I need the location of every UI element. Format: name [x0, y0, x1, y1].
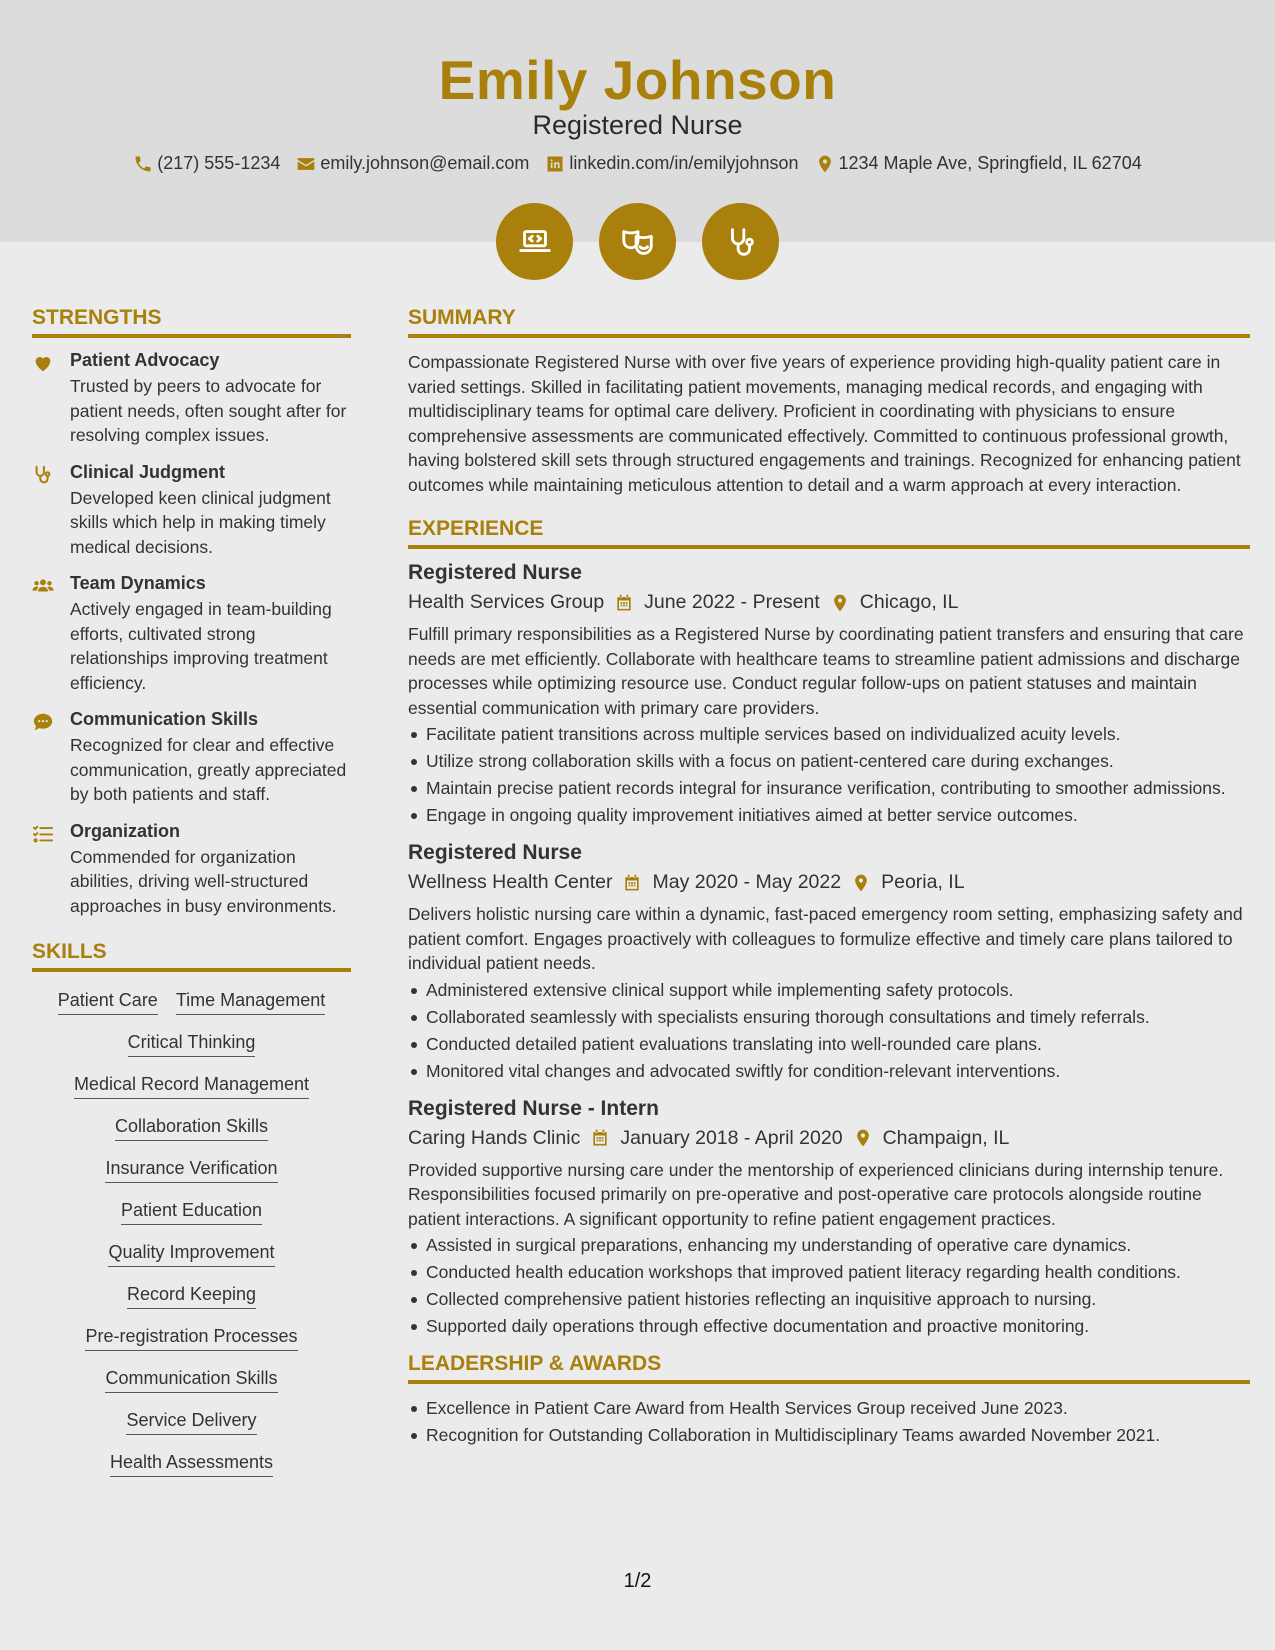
phone-icon [133, 154, 153, 174]
job-bullet: Utilize strong collaboration skills with a focus on patient-centered care during exchanges. [408, 749, 1250, 773]
strength-item [32, 709, 351, 807]
job-bullets [408, 978, 1250, 1083]
job-meta [408, 591, 1250, 614]
job-bullet: Conducted health education workshops that improved patient literacy regarding health conditions. [408, 1260, 1250, 1284]
skill-tag: Record Keeping [127, 1284, 256, 1309]
job-dates: January 2018 - April 2020 [620, 1126, 843, 1149]
award-item: Recognition for Outstanding Collaboration in Multidisciplinary Teams awarded November 2021. [408, 1423, 1250, 1447]
strength-desc: Actively engaged in team-building efforts, cultivated strong relationships improving treatment efficiency. [70, 599, 332, 693]
job-company: Health Services Group [408, 591, 605, 613]
job-location: Peoria, IL [881, 871, 965, 893]
calendar-icon [614, 593, 634, 613]
award-item: Excellence in Patient Care Award from Health Services Group received June 2023. [408, 1396, 1250, 1420]
phone-text: (217) 555-1234 [157, 153, 281, 173]
skill-tag: Time Management [176, 990, 325, 1015]
skill-tag: Collaboration Skills [115, 1116, 268, 1141]
stethoscope-icon [32, 464, 54, 486]
job-bullet: Maintain precise patient records integral for insurance verification, contributing to smoother admissions. [408, 776, 1250, 800]
strength-item [32, 821, 351, 919]
map-marker-icon [851, 873, 871, 893]
laptop-code-icon [516, 223, 554, 261]
calendar-icon [622, 873, 642, 893]
strength-title: Organization [70, 820, 181, 841]
skill-tag: Patient Education [121, 1200, 262, 1225]
summary-heading: SUMMARY [408, 306, 1250, 338]
job-bullet: Engage in ongoing quality improvement initiatives aimed at better service outcomes. [408, 803, 1250, 827]
skill-tag: Insurance Verification [105, 1158, 277, 1183]
job-title: Registered Nurse - Intern [408, 1096, 659, 1120]
experience-heading: EXPERIENCE [408, 517, 1250, 549]
candidate-title: Registered Nurse [532, 110, 743, 140]
envelope-icon [296, 154, 316, 174]
strength-title: Team Dynamics [70, 573, 206, 593]
map-marker-icon [815, 154, 835, 174]
job-meta [408, 1127, 1250, 1150]
job-location: Champaign, IL [882, 1126, 1010, 1149]
laptop-code-badge [496, 203, 573, 280]
skills-heading: SKILLS [32, 940, 351, 972]
job-title: Registered Nurse [408, 561, 582, 584]
skill-tag: Patient Care [58, 990, 158, 1015]
email-text[interactable]: emily.johnson@email.com [320, 153, 530, 173]
strength-desc: Trusted by peers to advocate for patient needs, often sought after for resolving complex issues. [70, 376, 347, 445]
strength-desc: Commended for organization abilities, driving well-structured approaches in busy environments. [70, 846, 337, 916]
job-bullet: Facilitate patient transitions across multiple services based on individualized acuity levels. [408, 722, 1250, 746]
skill-tag: Medical Record Management [74, 1074, 309, 1099]
linkedin-text[interactable]: linkedin.com/in/emilyjohnson [569, 153, 799, 173]
strengths-heading: STRENGTHS [32, 306, 351, 338]
comment-icon [32, 711, 54, 733]
strength-title: Patient Advocacy [70, 350, 220, 370]
calendar-icon [590, 1128, 610, 1148]
linkedin-icon [545, 154, 565, 174]
address-text: 1234 Maple Ave, Springfield, IL 62704 [838, 153, 1142, 173]
awards-heading: LEADERSHIP & AWARDS [408, 1352, 1250, 1384]
job-description: Delivers holistic nursing care within a dynamic, fast-paced emergency room setting, emphasizing safety and patient comfort. Engages proactively with colleagues to formulize effective and timely care plans tailored to individual patient needs. [408, 904, 1243, 973]
job-bullet: Monitored vital changes and advocated swiftly for condition-relevant interventions. [408, 1059, 1250, 1083]
candidate-name: Emily Johnson [438, 49, 837, 111]
contact-linkedin[interactable] [545, 153, 798, 174]
contact-row [0, 153, 1275, 174]
users-icon [32, 575, 54, 597]
job-company: Wellness Health Center [408, 871, 613, 893]
job-description: Fulfill primary responsibilities as a Registered Nurse by coordinating patient transfers and ensuring that care needs are met efficiently. Collaborate with healthcare teams to streamline patient admissions and discharge processes while optimizing resource use. Conduct regular follow-ups on patient statuses and maintain essential communication with primary care providers. [408, 624, 1244, 718]
strength-title: Communication Skills [70, 709, 259, 729]
job-title: Registered Nurse [408, 841, 582, 864]
contact-phone [133, 153, 280, 174]
job-meta [408, 871, 1250, 894]
skill-tag: Health Assessments [110, 1452, 273, 1477]
left-column [32, 306, 351, 1477]
job-bullets [408, 1233, 1250, 1338]
strength-item [32, 462, 351, 560]
skill-tag: Service Delivery [126, 1410, 256, 1435]
job-bullet: Conducted detailed patient evaluations translating into well-rounded care plans. [408, 1032, 1250, 1056]
awards-list [408, 1396, 1250, 1447]
job-entry [408, 561, 1250, 827]
map-marker-icon [853, 1128, 873, 1148]
job-dates: May 2020 - May 2022 [652, 871, 842, 893]
skill-tag: Pre-registration Processes [85, 1326, 297, 1351]
job-company: Caring Hands Clinic [408, 1126, 581, 1149]
summary-text: Compassionate Registered Nurse with over five years of experience providing high-quality patient care in varied settings. Skilled in facilitating patient movements, managing medical records, and engaging with multidisciplinary teams for optimal care delivery. Proficient in coordinating with physicians to ensure comprehensive assessments are communicated effectively. Committed to continuous professional growth, having bolstered skill sets through structured engagements and trainings. Recognized for enhancing patient outcomes while maintaining meticulous attention to detail and a warm approach at every interaction. [408, 352, 1241, 495]
job-description: Provided supportive nursing care under the mentorship of experienced clinicians during internship tenure. Responsibilities focused primarily on pre-operative and post-operative care protocols alongside routine patient interactions. A significant opportunity to refine patient engagement practices. [408, 1159, 1224, 1229]
skills-list [32, 984, 351, 1477]
skill-tag: Quality Improvement [108, 1242, 274, 1267]
job-bullet: Supported daily operations through effective documentation and proactive monitoring. [408, 1314, 1250, 1338]
job-dates: June 2022 - Present [644, 591, 820, 613]
skill-tag: Communication Skills [105, 1368, 277, 1393]
job-bullet: Collected comprehensive patient histories reflecting an inquisitive approach to nursing. [408, 1287, 1250, 1311]
strength-desc: Developed keen clinical judgment skills which help in making timely medical decisions. [70, 487, 331, 557]
job-bullet: Collaborated seamlessly with specialists ensuring thorough consultations and timely referrals. [408, 1005, 1250, 1029]
skill-tag: Critical Thinking [128, 1032, 256, 1057]
strength-item [32, 350, 351, 448]
strength-title: Clinical Judgment [70, 461, 226, 482]
job-entry [408, 841, 1250, 1083]
stethoscope-icon [722, 223, 760, 261]
theater-masks-icon [619, 223, 657, 261]
right-column [408, 306, 1250, 1450]
strength-item [32, 573, 351, 695]
contact-email[interactable] [296, 153, 529, 174]
stethoscope-badge [702, 203, 779, 280]
strength-desc: Recognized for clear and effective communication, greatly appreciated by both patients and staff. [70, 735, 347, 804]
map-marker-icon [830, 593, 850, 613]
page-number: 1/2 [623, 1570, 652, 1592]
job-bullet: Administered extensive clinical support while implementing safety protocols. [408, 978, 1250, 1002]
tasks-icon [32, 823, 54, 845]
badge-row [0, 203, 1275, 280]
theater-masks-badge [599, 203, 676, 280]
contact-address [815, 153, 1142, 174]
job-location: Chicago, IL [859, 591, 959, 613]
heart-icon [32, 352, 54, 374]
job-bullet: Assisted in surgical preparations, enhancing my understanding of operative care dynamics. [408, 1233, 1250, 1257]
job-bullets [408, 722, 1250, 827]
job-entry [408, 1097, 1250, 1339]
